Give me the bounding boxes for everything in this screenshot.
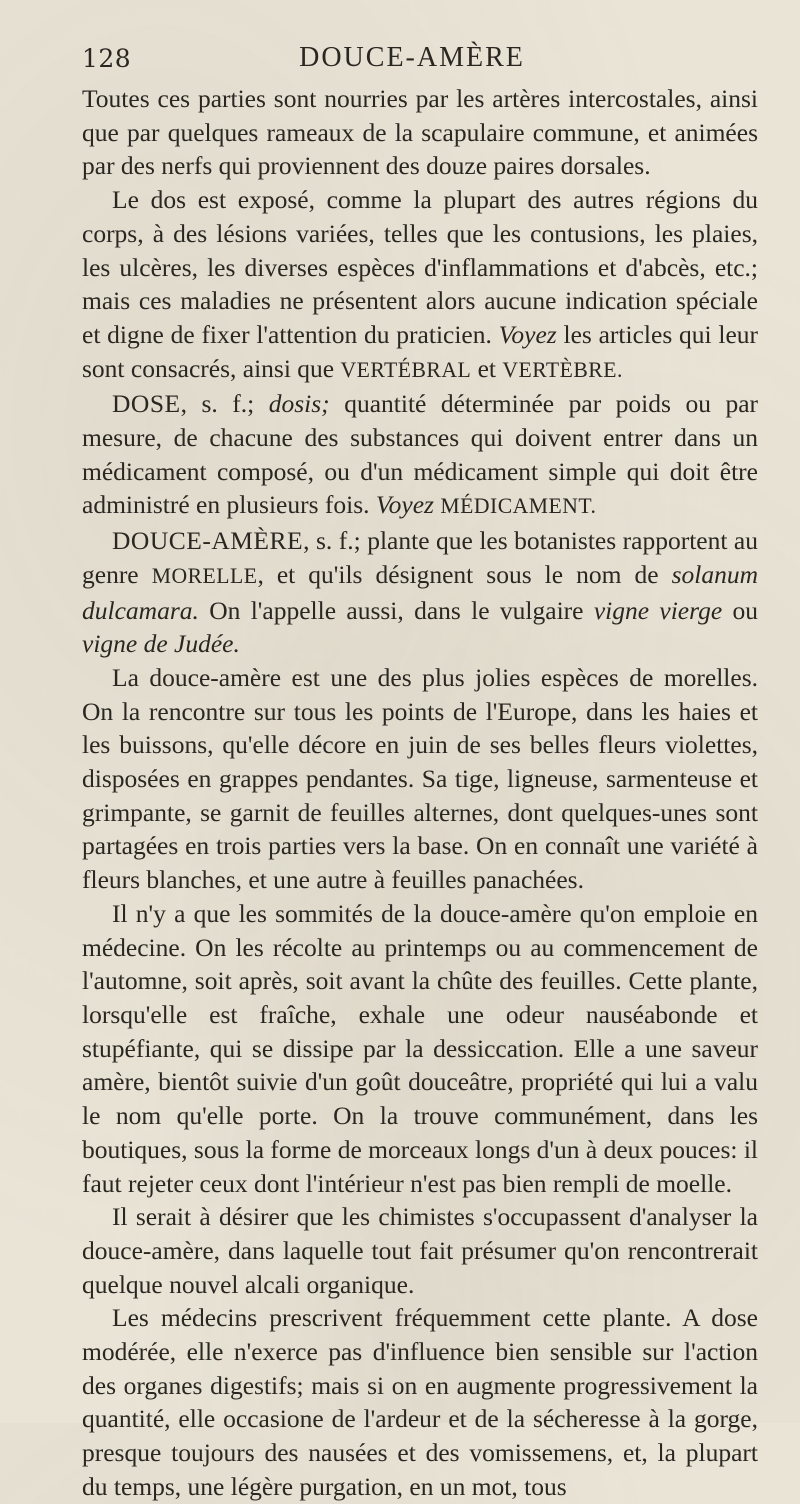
paragraph-arteries <box>82 82 758 183</box>
cross-reference-term: VERTÉBRAL <box>340 357 472 382</box>
cross-reference-verb: Voyez <box>375 490 434 520</box>
entry-grammar: , s. f.; <box>180 389 255 419</box>
vulgar-name: vigne vierge <box>593 595 723 625</box>
genus-name: MORELLE <box>151 563 258 588</box>
entry-definition: On l'appelle aussi, dans le vulgaire <box>209 595 584 625</box>
latin-name: solanum dulcamara. <box>82 559 759 625</box>
paragraph-back-lesions <box>82 183 758 387</box>
entry-headword: DOUCE-AMÈRE <box>112 526 304 556</box>
body-text <box>82 82 758 1504</box>
entry-latin: dosis; <box>268 389 330 419</box>
cross-reference-joiner: et <box>477 353 496 383</box>
entry-definition: ou <box>732 595 758 625</box>
paragraph-harvest <box>82 897 758 1200</box>
paragraph-medical-use <box>82 1301 758 1503</box>
entry-definition: , et qu'ils désignent sous le nom de <box>257 559 659 589</box>
paragraph-description <box>82 661 758 897</box>
entry-definition: plante que les botanistes rapportent au genre <box>82 526 758 589</box>
running-head <box>82 40 742 80</box>
vulgar-name: vigne de Judée. <box>82 629 240 659</box>
paragraph-text: Il n'y a que les sommités de la douce-amère qu'on emploie en médecine. On les récolte au printemps ou au commencement de l'automne, soit après, soit avant la chûte des feuilles. Cette plante, lorsqu'elle est fraîche, exhale une odeur nauséabonde et stupéfiante, qui se dissipe par la dessiccation. Elle a une saveur amère, bientôt suivie d'un goût douceâtre, propriété qui lui a valu le nom qu'elle porte. On la trouve communément, dans les boutiques, sous la forme de morceaux longs d'un à deux pouces: il faut rejeter ceux dont l'intérieur n'est pas bien rempli de moelle. <box>82 898 758 1198</box>
paragraph-text: Il serait à désirer que les chimistes s'occupassent d'analyser la douce-amère, dans laquelle tout fait présumer qu'on rencontrerait quelque nouvel alcali organique. <box>82 1202 758 1299</box>
cross-reference-text: les articles qui leur sont consacrés, ainsi que <box>82 319 759 383</box>
entry-definition: quantité déterminée par poids ou par mesure, de chacune des substances qui doivent entrer dans un médicament composé, ou d'un médicament simple qui doit être administré en plusieurs fois. <box>82 389 759 520</box>
cross-reference-term: VERTÈBRE. <box>502 357 623 382</box>
running-title: DOUCE-AMÈRE <box>299 42 525 73</box>
paragraph-text: La douce-amère est une des plus jolies espèces de morelles. On la rencontre sur tous les points de l'Europe, dans les haies et les buissons, qu'elle décore en juin de ses belles fleurs violettes, disposées en grappes pendantes. Sa tige, ligneuse, sarmenteuse et grimpante, se garnit de feuilles alternes, dont quelques-unes sont partagées en trois parties vers la base. On en connaît une variété à fleurs blanches, et une autre à feuilles panachées. <box>82 662 758 895</box>
paragraph-text: Toutes ces parties sont nourries par les artères intercostales, ainsi que par quelques rameaux de la scapulaire commune, et animées par des nerfs qui proviennent des douze paires dorsales. <box>82 84 758 181</box>
paragraph-text: Le dos est exposé, comme la plupart des autres régions du corps, à des lésions variées, telles que les contusions, les plaies, les ulcères, les diverses espèces d'inflammations et d'abcès, etc.; mais ces maladies ne présentent alors aucune indication spéciale et digne de fixer l'attention du praticien. <box>82 185 758 349</box>
cross-reference-term: MÉDICAMENT. <box>440 494 597 519</box>
page-number: 128 <box>82 44 132 73</box>
entry-dose <box>82 387 758 524</box>
cross-reference-verb: Voyez <box>498 319 557 349</box>
paragraph-text: Les médecins prescrivent fréquemment cette plante. A dose modérée, elle n'exerce pas d'influence bien sensible sur l'action des organes digestifs; mais si on en augmente progressivement la quantité, elle occasione de l'ardeur et de la sécheresse à la gorge, presque toujours des nausées et des vomissemens, et, la plupart du temps, une légère purgation, en un mot, tous <box>82 1303 758 1501</box>
entry-grammar: , s. f.; <box>303 526 361 556</box>
paragraph-chemistry <box>82 1200 758 1301</box>
entry-headword: DOSE <box>112 389 181 419</box>
entry-douce-amere <box>82 524 758 661</box>
